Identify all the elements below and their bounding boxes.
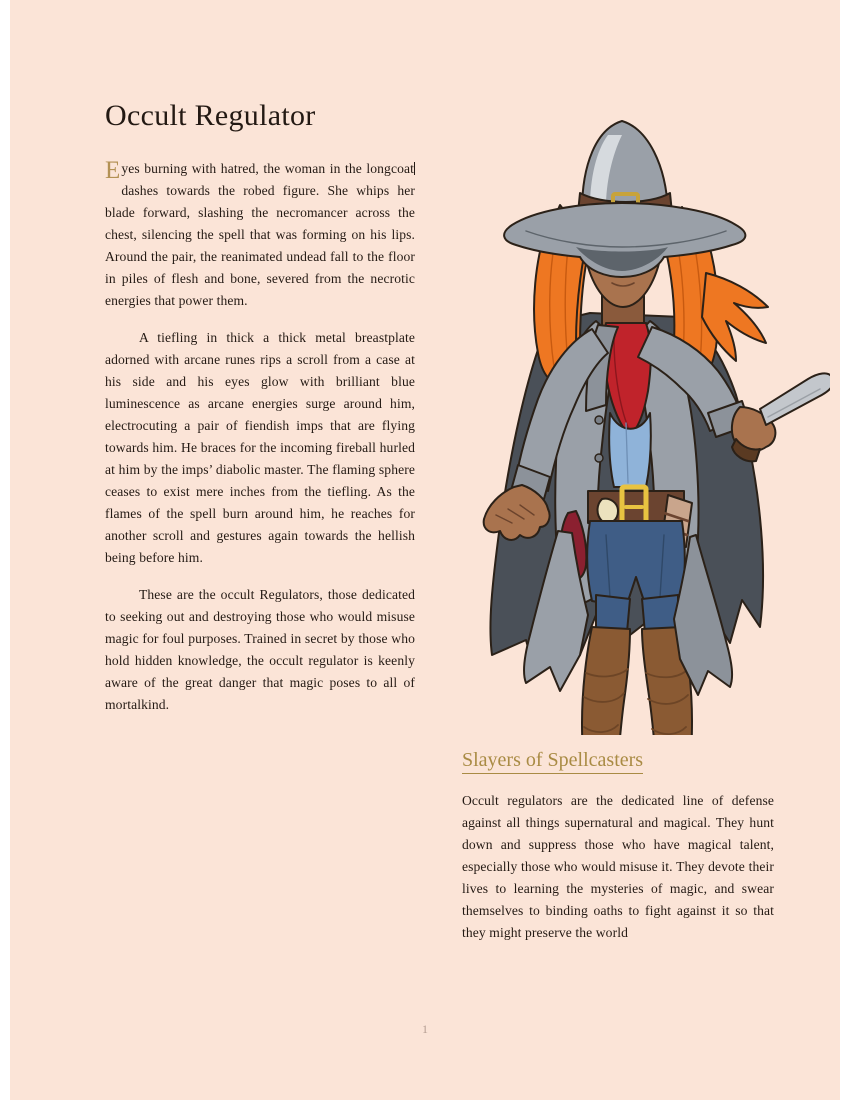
- coat-button-1: [595, 416, 603, 424]
- boot-left: [582, 627, 630, 735]
- paragraph-these-are: These are the occult Regulators, those dedicated to seeking out and destroying those who would misuse magic for foul purposes. Trained in secret by those who hold hidden knowledge, the occult regulator is keenly aware of the great danger that magic poses to all of mortalkind.: [105, 586, 415, 712]
- section-heading-slayers: Slayers of Spellcasters: [462, 748, 643, 774]
- belt-vial-upper: [598, 499, 619, 523]
- paragraph-intro: [105, 158, 415, 312]
- right-text-column: [462, 748, 774, 959]
- drop-cap: E: [105, 156, 121, 184]
- coat-button-2: [595, 454, 603, 462]
- page-title: Occult Regulator: [105, 99, 316, 132]
- machete-blade: [760, 373, 830, 425]
- document-page: [10, 0, 840, 1100]
- character-illustration: [430, 95, 830, 735]
- left-text-column: [105, 100, 415, 731]
- text-cursor: [414, 162, 415, 175]
- paragraph-intro-part1: yes burning with hatred, the woman in the longcoat: [121, 160, 414, 176]
- paragraph-intro-part2: dashes towards the robed figure. She whips her blade forward, slashing the necromancer across the chest, silencing the spell that was forming on his lips. Around the pair, the reanimated undead fall to the floor in piles of flesh and bone, severed from the necrotic energies that power them.: [105, 182, 415, 308]
- page-number: 1: [422, 1022, 428, 1036]
- paragraph-slayers-body: Occult regulators are the dedicated line of defense against all things supernatural and magical. They hunt down and suppress those who have magical talent, especially those who would misuse it. They devote their lives to learning the mysteries of magic, and swear themselves to binding oaths to fight against it so that they might preserve the world: [462, 793, 774, 941]
- paragraph-tiefling: A tiefling in thick a thick metal breastplate adorned with arcane runes rips a scroll from a case at his side and his eyes glow with brilliant blue luminescence as arcane energies surge around him, electrocuting a pair of fiendish imps that are flying towards him. He braces for the incoming fireball hurled at him by the imps’ diabolic master. The flaming sphere ceases to exist mere inches from the tiefling. As the flames of the spell burn around him, he reaches for another scroll and gestures again towards the hellish being before him.: [105, 329, 415, 565]
